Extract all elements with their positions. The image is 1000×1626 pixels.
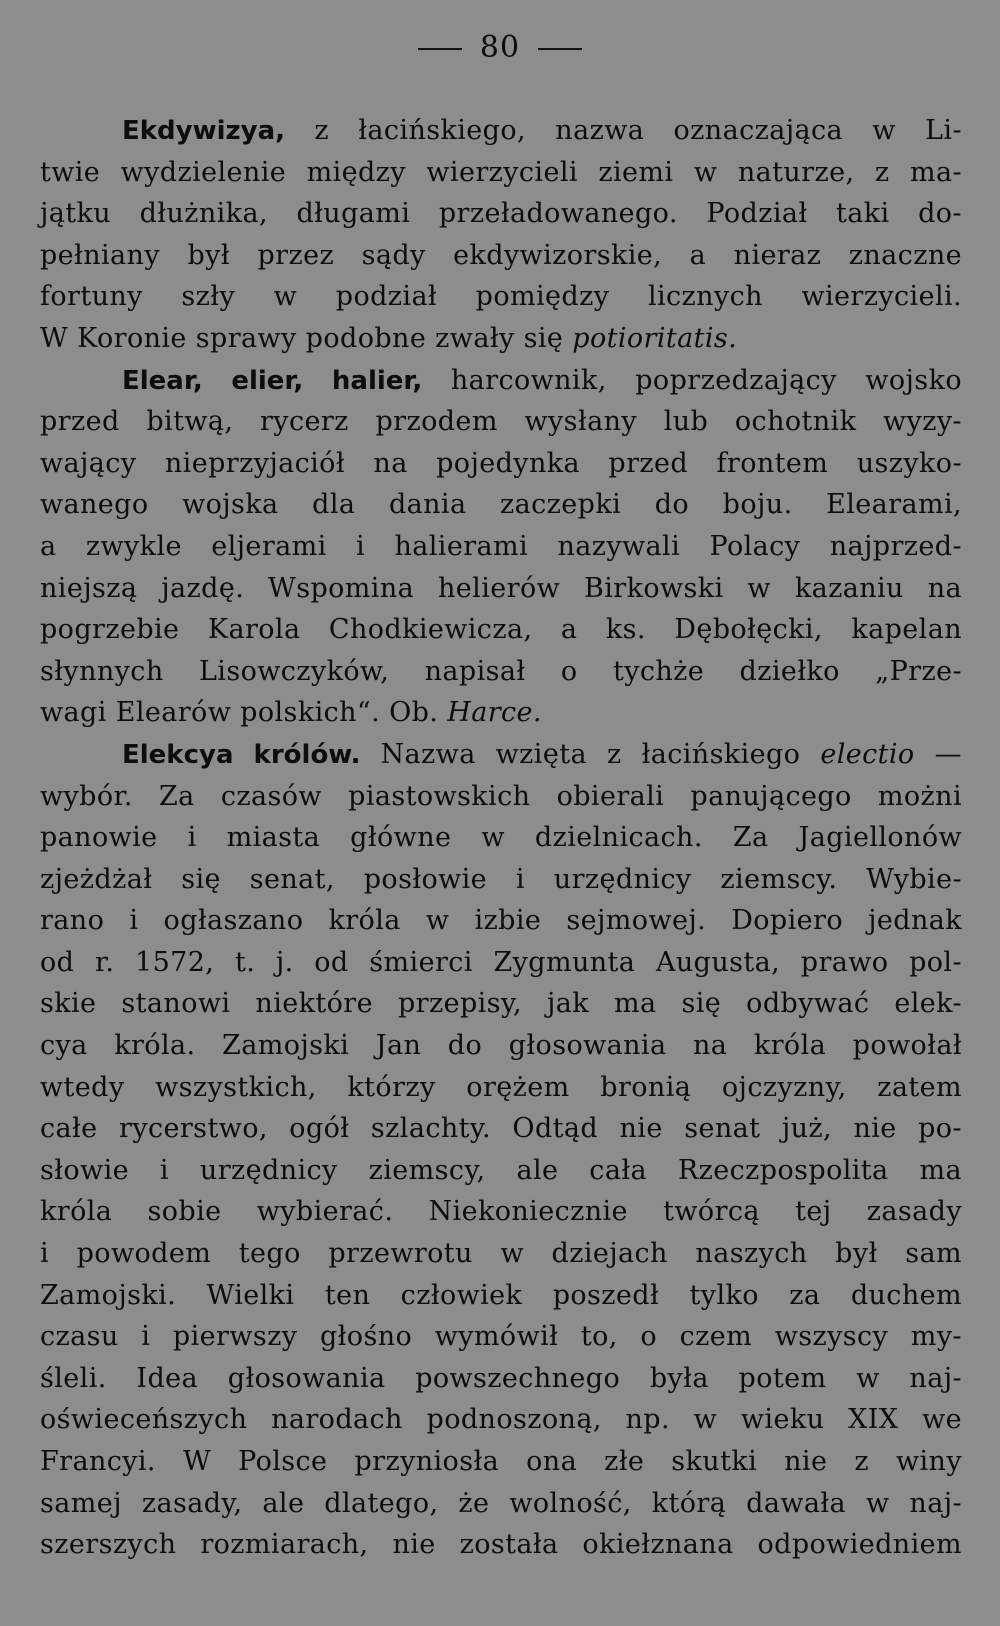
text-segment: panowie i miasta główne w dzielnicach. Za Jagiellonów [40, 822, 962, 854]
text-segment: cya króla. Zamojski Jan do głosowania na króla powołał [40, 1030, 962, 1062]
text-segment: jątku dłużnika, długami przeładowanego. Podział taki do- [40, 198, 962, 230]
text-line [40, 1150, 962, 1192]
text-segment: wający nieprzyjaciół na pojedynka przed frontem uszyko- [40, 447, 962, 479]
text-segment: fortuny szły w podział pomiędzy licznych wierzycieli. [40, 281, 962, 313]
text-line [40, 817, 962, 859]
text-segment: szerszych rozmiarach, nie została okiełznana odpowiedniem [40, 1529, 962, 1561]
text-line [40, 942, 962, 984]
right-dash [538, 48, 582, 50]
text-segment: wtedy wszystkich, którzy orężem bronią ojczyzny, zatem [40, 1071, 962, 1103]
text-line [40, 1025, 962, 1067]
entry-heading: Elear, elier, halier, [122, 365, 423, 396]
text-segment: Zamojski. Wielki ten człowiek poszedł tylko za duchem [40, 1279, 962, 1311]
text-segment: W Koronie sprawy podobne zwały się [40, 322, 573, 354]
text-line [40, 1524, 962, 1566]
body-text [40, 110, 962, 1566]
text-segment: rano i ogłaszano króla w izbie sejmowej. Dopiero jednak [40, 905, 962, 937]
italic-text: electio [820, 738, 915, 770]
text-line [40, 110, 962, 152]
text-line [40, 734, 962, 776]
text-line [40, 609, 962, 651]
page-number-header [0, 28, 1000, 68]
text-line [40, 443, 962, 485]
text-segment: zjeżdżał się senat, posłowie i urzędnicy ziemscy. Wybie- [40, 863, 962, 895]
text-line [40, 193, 962, 235]
text-line [40, 900, 962, 942]
text-line [40, 1233, 962, 1275]
text-line [40, 1483, 962, 1525]
text-segment: niejszą jazdę. Wspomina helierów Birkowski w kazaniu na [40, 572, 962, 604]
text-line [40, 235, 962, 277]
text-segment: wanego wojska dla dania zaczepki do boju. Elearami, [40, 489, 962, 521]
text-segment: od r. 1572, t. j. od śmierci Zygmunta Augusta, prawo pol- [40, 946, 962, 978]
text-segment: słynnych Lisowczyków, napisał o tychże dziełko „Prze- [40, 655, 962, 687]
text-segment: z łacińskiego, nazwa oznaczająca w Li- [285, 115, 962, 146]
text-line [40, 1399, 962, 1441]
text-segment: a zwykle eljerami i halierami nazywali Polacy najprzed- [40, 530, 962, 562]
text-line [40, 318, 962, 360]
text-segment: króla sobie wybierać. Niekoniecznie twórcą tej zasady [40, 1196, 962, 1228]
text-segment: skie stanowi niektóre przepisy, jak ma się odbywać elek- [40, 988, 962, 1020]
text-line [40, 276, 962, 318]
text-line [40, 1108, 962, 1150]
text-segment: wagi Elearów polskich“. Ob. [40, 697, 448, 729]
text-segment: — [914, 738, 962, 770]
text-line [40, 1275, 962, 1317]
text-segment: czasu i pierwszy głośno wymówił to, o czem wszyscy my- [40, 1321, 962, 1353]
text-line [40, 401, 962, 443]
text-segment: Francyi. W Polsce przyniosła ona złe skutki nie z winy [40, 1446, 962, 1477]
text-segment: przed bitwą, rycerz przodem wysłany lub ochotnik wyzy- [40, 406, 962, 438]
text-line [40, 1067, 962, 1109]
text-line [40, 484, 962, 526]
entry-heading: Ekdywizya, [122, 116, 286, 146]
text-segment: harcownik, poprzedzający wojsko [422, 364, 962, 396]
text-line [40, 692, 962, 734]
text-line [40, 1316, 962, 1358]
text-line [40, 526, 962, 568]
text-segment: pogrzebie Karola Chodkiewicza, a ks. Dębołęcki, kapelan [40, 614, 962, 646]
text-segment: słowie i urzędnicy ziemscy, ale cała Rzeczpospolita ma [40, 1154, 962, 1186]
text-segment: twie wydzielenie między wierzycieli ziemi w naturze, z ma- [40, 156, 962, 188]
italic-text: potioritatis. [572, 322, 738, 354]
text-segment: oświeceńszych narodach podnoszoną, np. w wieku XIX we [40, 1404, 962, 1436]
text-line [40, 1441, 962, 1483]
italic-text: Harce. [447, 697, 542, 729]
text-line [40, 1191, 962, 1233]
text-line [40, 651, 962, 693]
text-line [40, 983, 962, 1025]
text-segment: całe rycerstwo, ogół szlachty. Odtąd nie senat już, nie po- [40, 1113, 962, 1145]
page-number: 80 [479, 30, 521, 65]
entry-heading: Elekcya królów. [122, 739, 361, 770]
text-segment: wybór. Za czasów piastowskich obierali panującego możni [40, 780, 962, 812]
text-segment: Nazwa wzięta z łacińskiego [360, 738, 821, 770]
text-segment: i powodem tego przewrotu w dziejach naszych był sam [40, 1238, 962, 1270]
left-dash [418, 48, 462, 50]
text-segment: samej zasady, ale dlatego, że wolność, którą dawała w naj- [40, 1487, 962, 1519]
text-segment: pełniany był przez sądy ekdywizorskie, a nieraz znaczne [40, 239, 962, 271]
text-line [40, 360, 962, 402]
text-line [40, 776, 962, 818]
text-line [40, 152, 962, 194]
text-line [40, 1358, 962, 1400]
text-line [40, 568, 962, 610]
text-line [40, 859, 962, 901]
text-segment: śleli. Idea głosowania powszechnego była potem w naj- [40, 1362, 962, 1394]
